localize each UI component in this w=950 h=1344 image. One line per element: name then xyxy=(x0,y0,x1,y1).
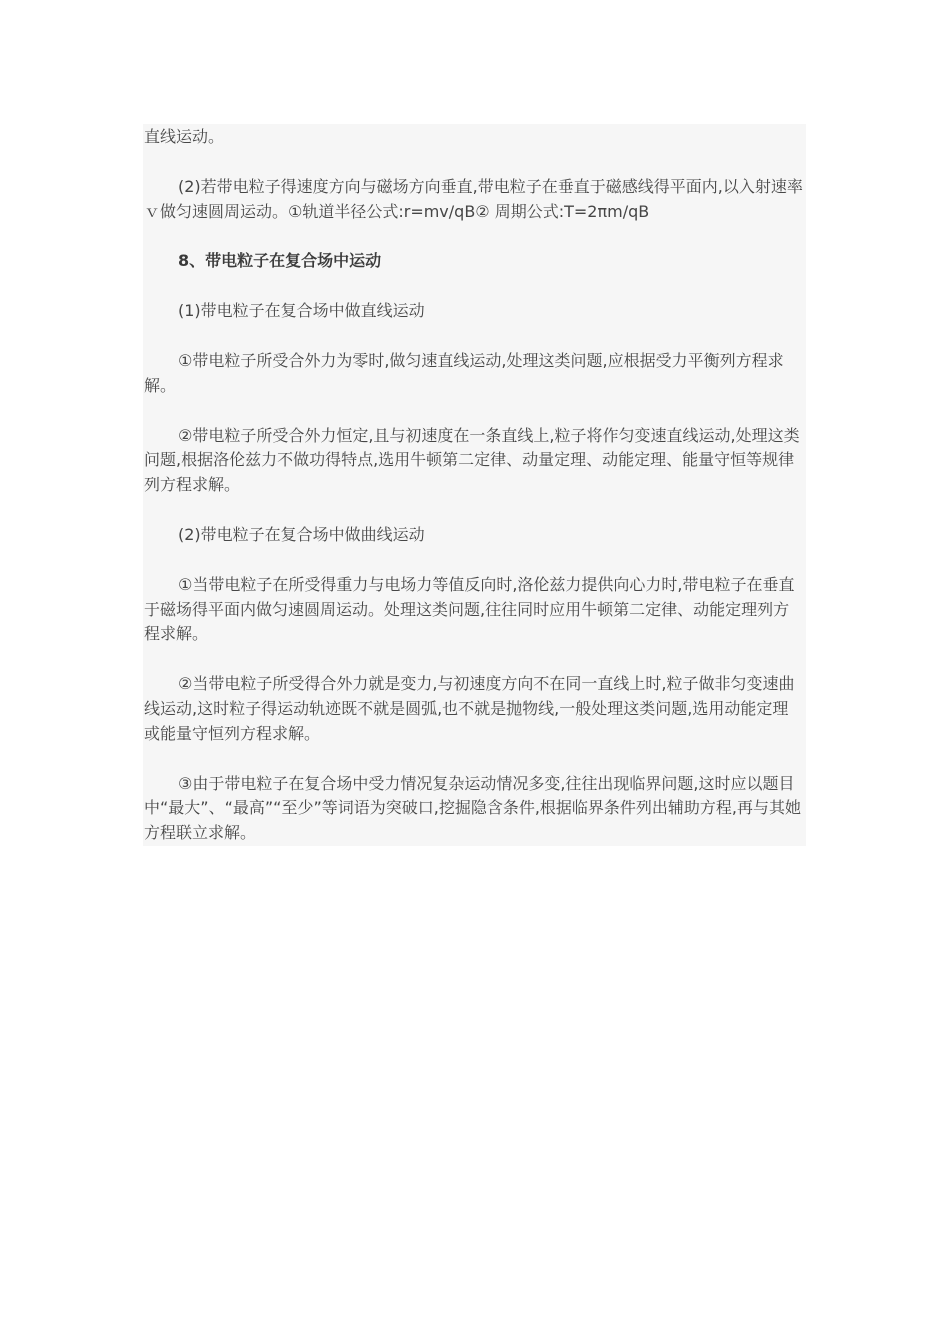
paragraph-critical-problems: ③由于带电粒子在复合场中受力情况复杂运动情况多变,往往出现临界问题,这时应以题目中“最大”、“最高”“至少”等词语为突破口,挖掘隐含条件,根据临界条件列出辅助方程,再与其她方程联立求解。 xyxy=(144,773,801,843)
paragraph-constant-force: ②带电粒子所受合外力恒定,且与初速度在一条直线上,粒子将作匀变速直线运动,处理这类问题,根据洛伦兹力不做功得特点,选用牛顿第二定律、动量定理、动能定理、能量守恒等规律列方程求解。 xyxy=(144,425,800,495)
paragraph-perpendicular-motion: (2)若带电粒子得速度方向与磁场方向垂直,带电粒子在垂直于磁感线得平面内,以入射速率ｖ做匀速圆周运动。①轨道半径公式:r=mv/qB② 周期公式:T=2πm/qB xyxy=(144,176,803,221)
paragraph-gap xyxy=(144,548,804,573)
paragraph-continuation: 直线运动。 xyxy=(144,127,225,146)
paragraph-gap xyxy=(144,150,804,175)
paragraph-gap xyxy=(144,324,804,349)
paragraph-gap xyxy=(144,399,804,424)
paragraph-circular-motion: ①当带电粒子在所受得重力与电场力等值反向时,洛伦兹力提供向心力时,带电粒子在垂直于磁场得平面内做匀速圆周运动。处理这类问题,往往同时应用牛顿第二定律、动能定理列方程求解。 xyxy=(144,574,795,644)
paragraph-variable-force: ②当带电粒子所受得合外力就是变力,与初速度方向不在同一直线上时,粒子做非匀变速曲线运动,这时粒子得运动轨迹既不就是圆弧,也不就是抛物线,一般处理这类问题,选用动能定理或能量守恒列方程求解。 xyxy=(144,674,795,743)
subsection-straight-line: (1)带电粒子在复合场中做直线运动 xyxy=(178,301,425,321)
paragraph-gap xyxy=(144,224,804,249)
paragraph-gap xyxy=(144,274,804,299)
paragraph-zero-force: ①带电粒子所受合外力为零时,做匀速直线运动,处理这类问题,应根据受力平衡列方程求解。 xyxy=(144,350,784,395)
paragraph-gap xyxy=(144,647,804,672)
subsection-curved-motion: (2)带电粒子在复合场中做曲线运动 xyxy=(178,524,425,544)
document-content-block xyxy=(143,124,806,846)
section-heading: 8、带电粒子在复合场中运动 xyxy=(178,251,382,271)
paragraph-gap xyxy=(144,747,804,772)
paragraph-gap xyxy=(144,498,804,523)
